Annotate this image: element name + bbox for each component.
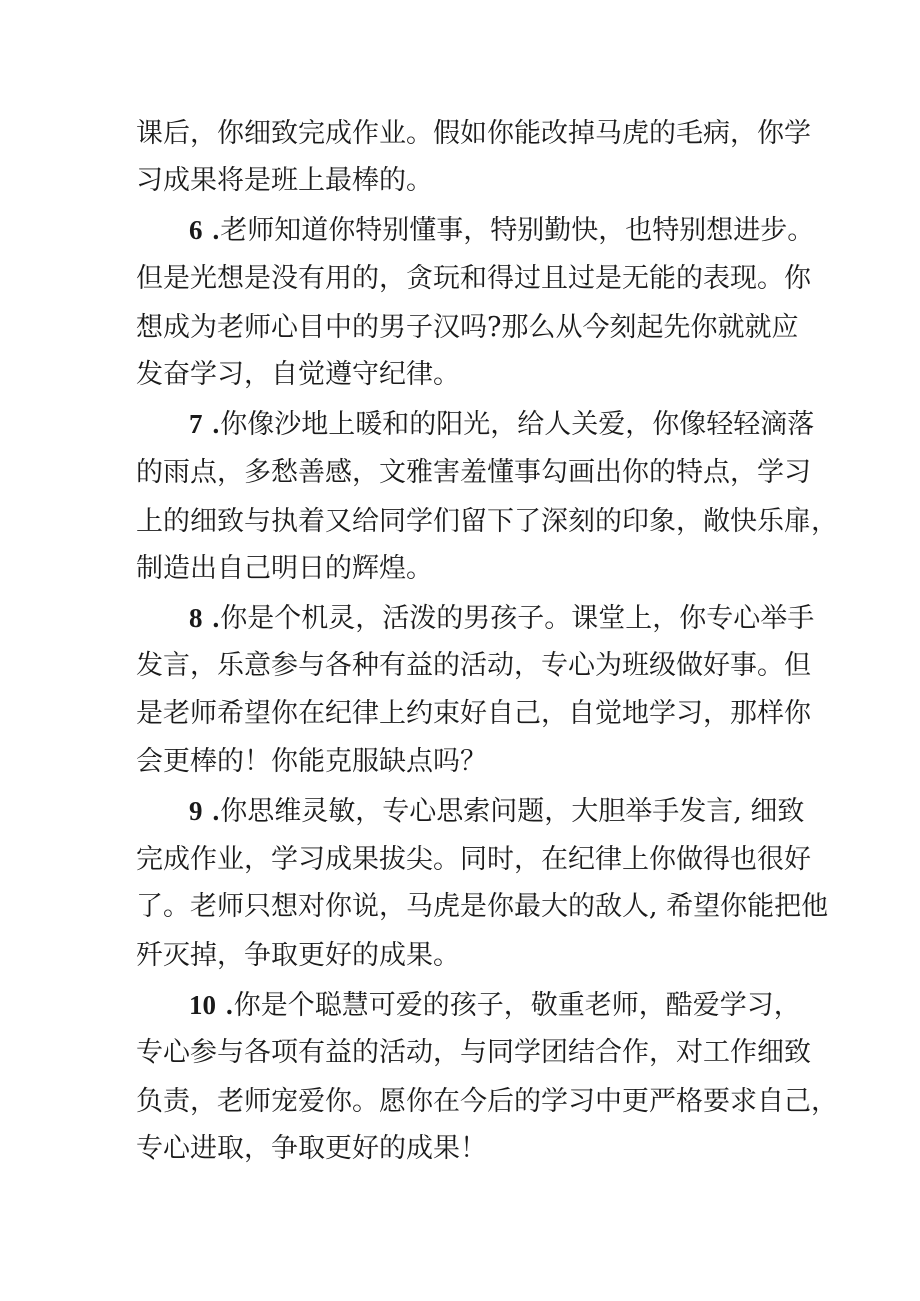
intro-line-1: 课后，你细致完成作业。假如你能改掉马虎的毛病，你学 bbox=[136, 118, 811, 149]
item-10-line-4: 专心进取，争取更好的成果！ bbox=[136, 1133, 487, 1164]
item-text: 你思维灵敏，专心思索问题，大胆举手发言, 细致 bbox=[220, 796, 805, 827]
item-7-line-3: 上的细致与执着又给同学们留下了深刻的印象，敞快乐扉， bbox=[136, 506, 838, 537]
item-number: 8 bbox=[189, 603, 203, 633]
item-text: 老师知道你特别懂事，特别勤快，也特别想进步。 bbox=[220, 215, 815, 246]
item-10-line-2: 专心参与各项有益的活动，与同学团结合作，对工作细致 bbox=[136, 1037, 811, 1068]
item-9-line-1: 9 .你思维灵敏，专心思索问题，大胆举手发言, 细致 bbox=[189, 796, 805, 827]
item-number: 10 bbox=[189, 990, 216, 1020]
item-8-line-2: 发言，乐意参与各种有益的活动，专心为班级做好事。但 bbox=[136, 650, 811, 681]
item-8-line-1: 8 .你是个机灵，活泼的男孩子。课堂上，你专心举手 bbox=[189, 603, 815, 634]
item-text: 你是个机灵，活泼的男孩子。课堂上，你专心举手 bbox=[220, 603, 815, 634]
item-6-line-2: 但是光想是没有用的，贪玩和得过且过是无能的表现。你 bbox=[136, 263, 811, 294]
item-6-line-3: 想成为老师心目中的男子汉吗?那么从今刻起先你就就应 bbox=[136, 312, 799, 343]
item-8-line-3: 是老师希望你在纪律上约束好自己，自觉地学习，那样你 bbox=[136, 698, 811, 729]
item-number: 6 bbox=[189, 215, 203, 245]
item-9-line-3: 了。老师只想对你说，马虎是你最大的敌人, 希望你能把他 bbox=[136, 891, 829, 922]
item-7-line-1: 7 .你像沙地上暖和的阳光，给人关爱，你像轻轻滴落 bbox=[189, 409, 815, 440]
item-text: 你像沙地上暖和的阳光，给人关爱，你像轻轻滴落 bbox=[220, 409, 815, 440]
item-number: 7 bbox=[189, 409, 203, 439]
intro-line-2: 习成果将是班上最棒的。 bbox=[136, 165, 433, 196]
item-6-line-1: 6 .老师知道你特别懂事，特别勤快，也特别想进步。 bbox=[189, 215, 815, 246]
item-7-line-4: 制造出自己明日的辉煌。 bbox=[136, 553, 433, 584]
item-7-line-2: 的雨点，多愁善感，文雅害羞懂事勾画出你的特点，学习 bbox=[136, 457, 811, 488]
item-text: 你是个聪慧可爱的孩子，敬重老师，酷爱学习， bbox=[233, 990, 801, 1021]
item-9-line-4: 歼灭掉，争取更好的成果。 bbox=[136, 940, 460, 971]
item-9-line-2: 完成作业，学习成果拔尖。同时，在纪律上你做得也很好 bbox=[136, 844, 811, 875]
item-8-line-4: 会更棒的！你能克服缺点吗？ bbox=[136, 746, 487, 777]
item-10-line-1: 10 .你是个聪慧可爱的孩子，敬重老师，酷爱学习， bbox=[189, 990, 801, 1021]
item-number: 9 bbox=[189, 796, 203, 826]
item-6-line-4: 发奋学习，自觉遵守纪律。 bbox=[136, 359, 460, 390]
item-10-line-3: 负责，老师宠爱你。愿你在今后的学习中更严格要求自己， bbox=[136, 1086, 838, 1117]
